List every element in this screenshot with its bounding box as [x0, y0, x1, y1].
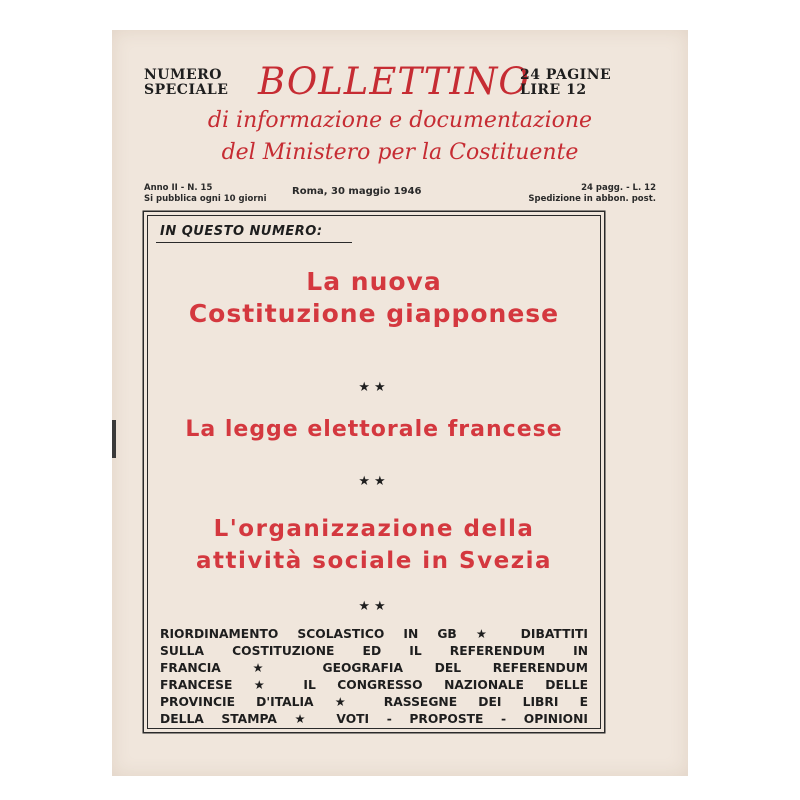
postal-shipping: Spedizione in abbon. post. — [528, 194, 656, 204]
contents-summary — [160, 626, 588, 728]
article-french-electoral-law — [148, 416, 600, 444]
masthead-subtitle-1: di informazione e documentazione — [207, 108, 593, 133]
special-issue-line-2: SPECIALE — [144, 82, 229, 98]
special-issue-line-1: NUMERO — [144, 67, 223, 83]
page-count: 24 PAGINE — [520, 67, 612, 83]
heading-divider — [156, 242, 352, 243]
article-title-line: Costituzione giapponese — [188, 299, 560, 328]
bulletin-page — [112, 30, 688, 776]
pages-price: 24 pagg. - L. 12 — [581, 183, 656, 193]
article-title-line: L'organizzazione della — [213, 516, 535, 542]
summary-line: SULLA COSTITUZIONE ED IL REFERENDUM IN — [160, 644, 588, 658]
summary-line: FRANCESE ★ IL CONGRESSO NAZIONALE DELLE — [160, 678, 588, 692]
issue-date: Roma, 30 maggio 1946 — [292, 186, 422, 197]
binding-staple — [112, 420, 116, 458]
article-sweden-social — [148, 513, 600, 577]
price-label — [520, 68, 611, 98]
summary-line: DELLA STAMPA ★ VOTI - PROPOSTE - OPINIONI — [160, 712, 588, 726]
contents-box — [147, 215, 601, 729]
article-title-line: La legge elettorale francese — [185, 417, 563, 442]
issue-number: Anno II - N. 15 — [144, 183, 213, 193]
price: LIRE 12 — [520, 82, 587, 98]
shipping-info — [522, 183, 656, 205]
contents-heading: IN QUESTO NUMERO: — [160, 224, 323, 239]
masthead-subtitle-2: del Ministero per la Costituente — [221, 140, 579, 165]
special-issue-label — [144, 68, 228, 98]
article-title-line: attività sociale in Svezia — [195, 548, 553, 574]
masthead-title: BOLLETTINO — [258, 60, 530, 103]
article-japanese-constitution — [148, 266, 600, 330]
summary-line: PROVINCIE D'ITALIA ★ RASSEGNE DEI LIBRI E — [160, 695, 588, 709]
summary-line: FRANCIA ★ GEOGRAFIA DEL REFERENDUM — [160, 661, 588, 675]
publication-frequency: Si pubblica ogni 10 giorni — [144, 194, 267, 204]
star-separator: ★★ — [358, 380, 390, 395]
issue-info — [144, 183, 267, 205]
star-separator: ★★ — [358, 474, 390, 489]
star-separator: ★★ — [358, 599, 390, 614]
article-title-line: La nuova — [306, 267, 442, 296]
summary-line: RIORDINAMENTO SCOLASTICO IN GB ★ DIBATTITI — [160, 627, 588, 641]
